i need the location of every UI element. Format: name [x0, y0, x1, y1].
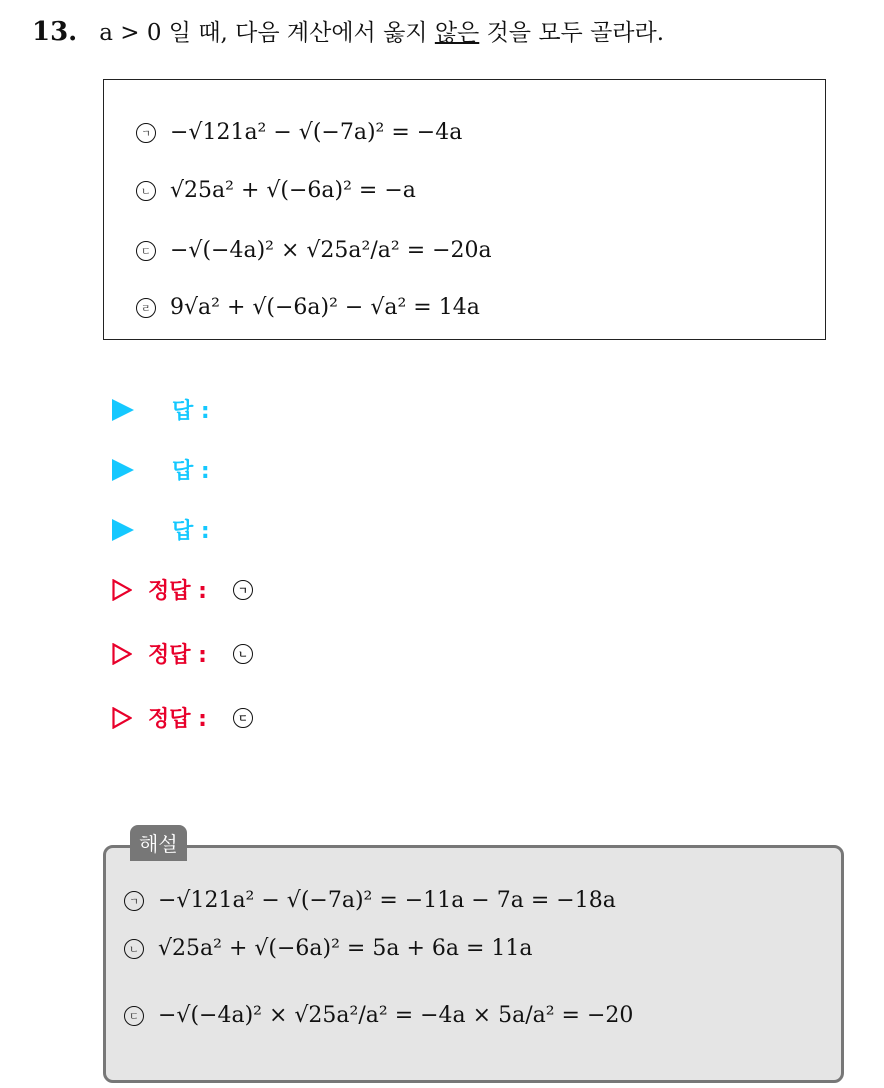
question-number: 13. — [32, 17, 78, 47]
answer-row-2 — [112, 454, 210, 485]
question-text-after: 것을 모두 골라라. — [479, 20, 665, 46]
correct-answer-label: 정답 : — [148, 707, 207, 732]
choice-3-mark: ㄷ — [136, 241, 156, 261]
answer-row-1 — [112, 394, 210, 425]
question-text — [99, 14, 664, 47]
correct-answer-label: 정답 : — [148, 643, 207, 668]
answer-label: 답 : — [172, 459, 210, 484]
answer-label: 답 : — [172, 519, 210, 544]
choice-2-expression: √25a² + √(−6a)² = −a — [170, 178, 416, 203]
question-header — [32, 14, 664, 47]
correct-answer-mark: ㄴ — [233, 644, 253, 664]
correct-answer-mark: ㄱ — [233, 580, 253, 600]
outline-arrow-icon — [112, 579, 132, 601]
explanation-line-1 — [124, 888, 616, 913]
explanation-tab: 해설 — [130, 825, 187, 861]
correct-answer-label: 정답 : — [148, 579, 207, 604]
choice-2-mark: ㄴ — [136, 181, 156, 201]
explanation-line-1-mark: ㄱ — [124, 891, 144, 911]
play-arrow-icon — [112, 459, 134, 481]
choice-4-expression: 9√a² + √(−6a)² − √a² = 14a — [170, 295, 480, 320]
choice-3 — [136, 238, 492, 263]
outline-arrow-icon — [112, 643, 132, 665]
question-underlined-word: 않은 — [434, 20, 480, 46]
answer-row-3 — [112, 514, 210, 545]
choice-1-expression: −√121a² − √(−7a)² = −4a — [170, 120, 463, 145]
choice-2 — [136, 178, 416, 203]
answer-label: 답 : — [172, 399, 210, 424]
play-arrow-icon — [112, 519, 134, 541]
explanation-line-2-expression: √25a² + √(−6a)² = 5a + 6a = 11a — [158, 936, 533, 961]
explanation-box — [103, 845, 844, 1083]
explanation-line-3-expression: −√(−4a)² × √25a²/a² = −4a × 5a/a² = −20 — [158, 1003, 634, 1028]
question-text-before: a > 0 일 때, 다음 계산에서 옳지 — [99, 20, 435, 46]
correct-answer-row-2 — [112, 638, 267, 669]
explanation-line-3 — [124, 1003, 633, 1028]
choice-1 — [136, 120, 462, 145]
choice-4-mark: ㄹ — [136, 298, 156, 318]
choice-1-mark: ㄱ — [136, 123, 156, 143]
explanation-line-3-mark: ㄷ — [124, 1006, 144, 1026]
outline-arrow-icon — [112, 707, 132, 729]
explanation-line-1-expression: −√121a² − √(−7a)² = −11a − 7a = −18a — [158, 888, 616, 913]
correct-answer-row-1 — [112, 574, 267, 605]
play-arrow-icon — [112, 399, 134, 421]
correct-answer-mark: ㄷ — [233, 708, 253, 728]
choices-box — [103, 79, 826, 340]
explanation-line-2 — [124, 936, 533, 961]
choice-3-expression: −√(−4a)² × √25a²/a² = −20a — [170, 238, 492, 263]
explanation-line-2-mark: ㄴ — [124, 939, 144, 959]
correct-answer-row-3 — [112, 702, 267, 733]
choice-4 — [136, 295, 480, 320]
